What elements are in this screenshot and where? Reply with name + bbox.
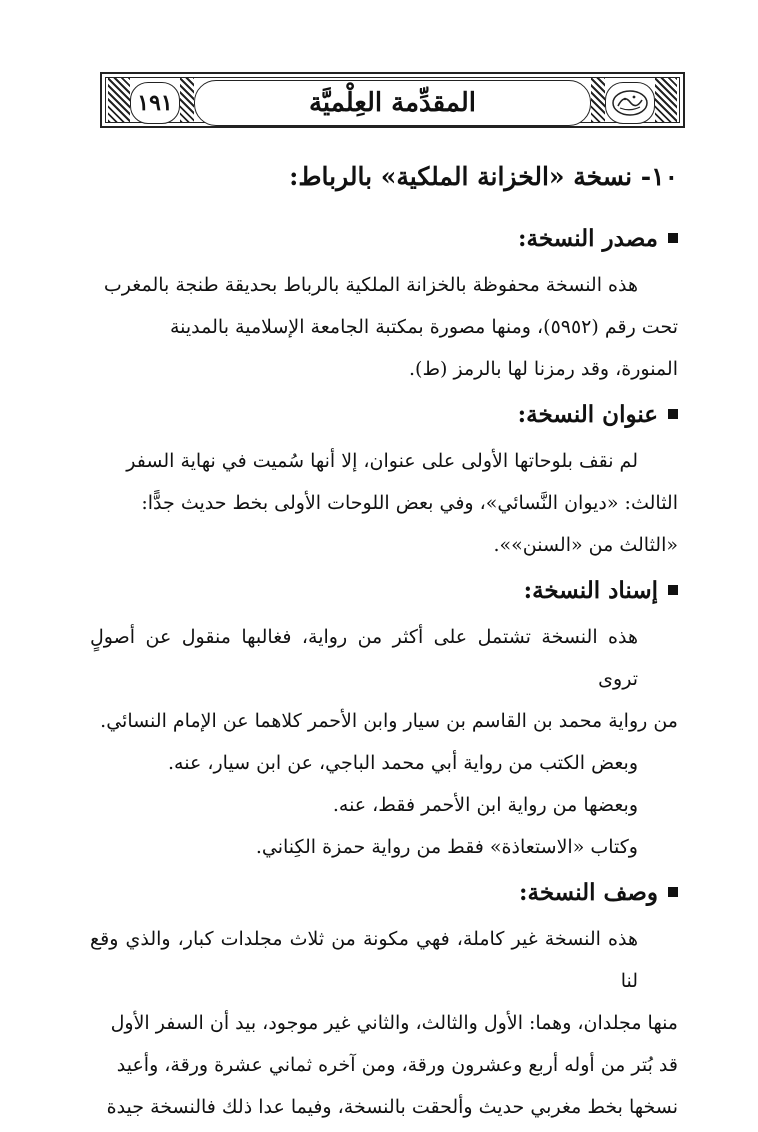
header-inner-frame	[105, 77, 680, 123]
text-line: «الثالث من «السنن»».	[493, 534, 678, 556]
subheading-text: إسناد النسخة:	[523, 576, 658, 604]
text-line: منها مجلدان، وهما: الأول والثالث، والثاني غير موجود، بيد أن السفر الأول	[110, 1012, 678, 1034]
section-title: ١٠- نسخة «الخزانة الملكية» بالرباط:	[289, 162, 678, 191]
left-ornament	[108, 78, 130, 122]
subheading-text: وصف النسخة:	[519, 878, 658, 906]
text-line: الثالث: «ديوان النَّسائي»، وفي بعض اللوحات الأولى بخط حديث جدًّا:	[141, 492, 678, 514]
paragraph-source	[90, 264, 678, 390]
paragraph-title	[90, 440, 678, 566]
subheading-description	[90, 872, 678, 912]
right-ornament-inner	[591, 78, 605, 122]
text-line: من رواية محمد بن القاسم بن سيار وابن الأحمر كلاهما عن الإمام النسائي.	[100, 710, 678, 732]
text-line: وبعضها من رواية ابن الأحمر فقط، عنه.	[332, 794, 638, 816]
text-line: تحت رقم (٥٩٥٢)، ومنها مصورة بمكتبة الجامعة الإسلامية بالمدينة	[169, 316, 678, 338]
page-number: ١٩١	[130, 82, 180, 124]
text-line: وكتاب «الاستعاذة» فقط من رواية حمزة الكِناني.	[255, 836, 638, 858]
subheading-text: مصدر النسخة:	[518, 224, 658, 252]
text-line: هذه النسخة غير كاملة، فهي مكونة من ثلاث مجلدات كبار، والذي وقع لنا	[90, 928, 638, 992]
text-line: نسخها بخط مغربي حديث وألحقت بالنسخة، وفيما عدا ذلك فالنسخة جيدة	[106, 1096, 678, 1118]
text-line: وبعض الكتب من رواية أبي محمد الباجي، عن ابن سيار، عنه.	[168, 752, 638, 774]
page-body	[90, 150, 678, 1132]
text-line: هذه النسخة تشتمل على أكثر من رواية، فغالبها منقول عن أصولٍ تروى	[90, 626, 638, 690]
page-header	[100, 72, 685, 128]
square-bullet-icon	[668, 585, 678, 595]
square-bullet-icon	[668, 409, 678, 419]
subheading-text: عنوان النسخة:	[517, 400, 658, 428]
square-bullet-icon	[668, 233, 678, 243]
right-ornament	[655, 78, 677, 122]
text-line: لم نقف بلوحاتها الأولى على عنوان، إلا أنها سُميت في نهاية السفر	[126, 450, 638, 472]
running-title: المقدِّمة العِلْميَّة	[194, 80, 591, 126]
left-ornament-inner	[180, 78, 194, 122]
square-bullet-icon	[668, 887, 678, 897]
subheading-isnad	[90, 570, 678, 610]
text-line: هذه النسخة محفوظة بالخزانة الملكية بالرباط بحديقة طنجة بالمغرب	[103, 274, 638, 296]
subheading-source	[90, 218, 678, 258]
paragraph-isnad	[90, 616, 678, 868]
subheading-title	[90, 394, 678, 434]
calligraphic-seal-icon	[605, 82, 655, 124]
text-line: المنورة، وقد رمزنا لها بالرمز (ط).	[409, 358, 678, 380]
paragraph-description	[90, 918, 678, 1128]
text-line: قد بُتر من أوله أربع وعشرون ورقة، ومن آخره ثماني عشرة ورقة، وأعيد	[116, 1054, 678, 1076]
